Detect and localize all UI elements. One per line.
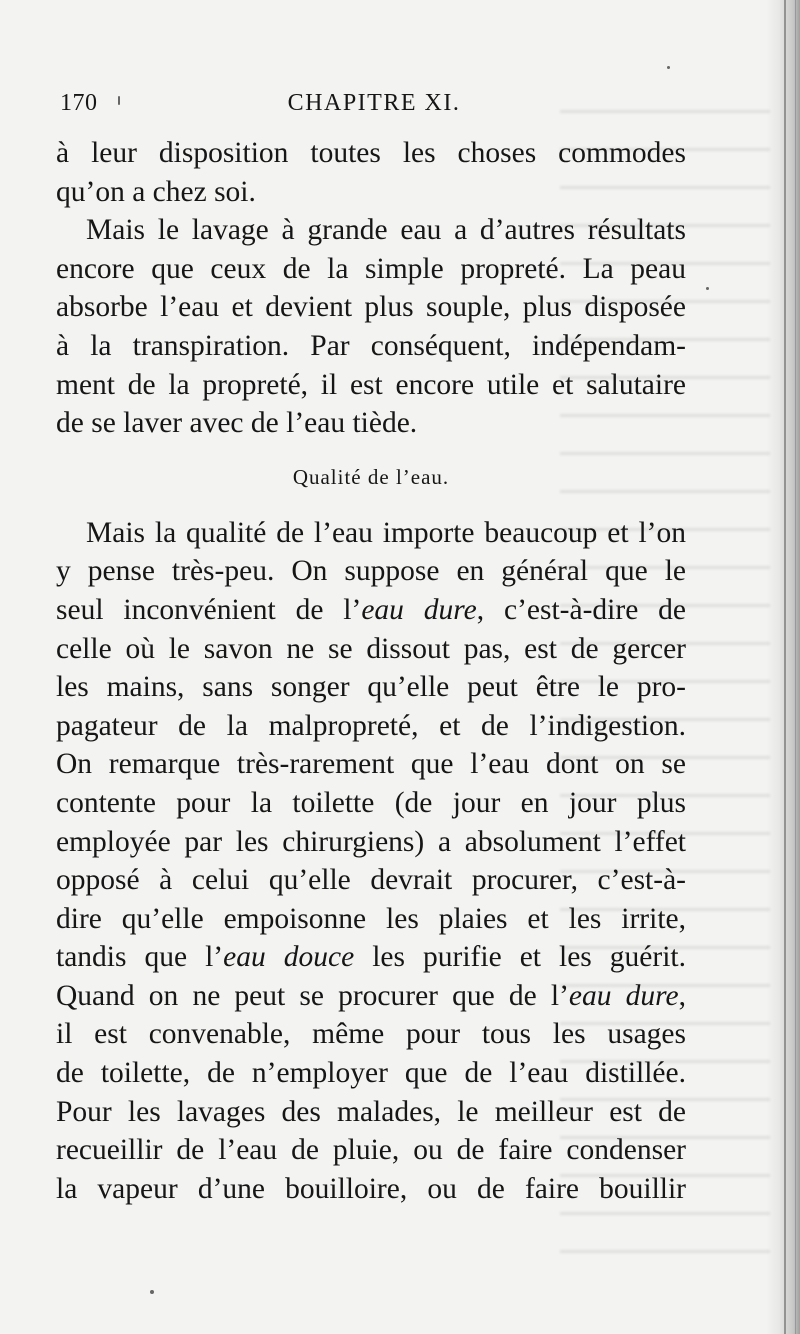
text-line: de toilette, de n’employer que de l’eau distillée.: [56, 1057, 686, 1090]
italic-term: eau douce: [223, 941, 355, 974]
page-body: [56, 134, 686, 1208]
italic-term: eau dure: [568, 979, 679, 1012]
text-line: employée par les chirurgiens) a absolument l’effet: [56, 825, 686, 858]
text-line-with-italic: [56, 591, 686, 630]
text-line: absorbe l’eau et devient plus souple, plus disposée: [56, 291, 686, 324]
paper-speck: [118, 96, 120, 105]
text-line: qu’on a chez soi.: [56, 175, 256, 208]
text-line-with-italic: [56, 938, 686, 977]
paper-speck: [706, 287, 709, 290]
text-line: Mais la qualité de l’eau importe beaucoup et l’on: [86, 516, 686, 549]
text-line: pagateur de la malpropreté, et de l’indigestion.: [56, 709, 686, 742]
text-line: opposé à celui qu’elle devrait procurer, c’est-à-: [56, 864, 686, 897]
text-line: dire qu’elle empoisonne les plaies et les irrite,: [56, 902, 686, 935]
text-line: y pense très-peu. On suppose en général que le: [56, 555, 686, 588]
text-fragment: seul inconvénient de l’: [56, 593, 362, 626]
text-line: Mais le lavage à grande eau a d’autres résultats: [86, 214, 686, 247]
text-line: de se laver avec de l’eau tiède.: [56, 407, 418, 440]
text-line: à la transpiration. Par conséquent, indépendam-: [56, 329, 686, 362]
text-line: recueillir de l’eau de pluie, ou de faire condenser: [56, 1134, 686, 1167]
text-line-with-italic: [56, 977, 686, 1016]
text-line: Pour les lavages des malades, le meilleur est de: [56, 1095, 686, 1128]
paper-speck: [667, 66, 670, 69]
paper-speck: [150, 1290, 154, 1294]
page-edge-line: [784, 0, 786, 1334]
running-head: CHAPITRE XI.: [287, 90, 461, 116]
text-fragment: , c’est-à-dire de: [476, 593, 686, 626]
text-line: encore que ceux de la simple propreté. La peau: [56, 252, 686, 285]
text-line: celle où le savon ne se dissout pas, est de gercer: [56, 632, 686, 665]
text-fragment: les purifie et les guérit.: [354, 941, 686, 974]
text-line: On remarque très-rarement que l’eau dont on se: [56, 748, 686, 781]
page-number: 170: [60, 90, 98, 116]
text-line: contente pour la toilette (de jour en jour plus: [56, 786, 686, 819]
page-edge-line-outer: [795, 0, 796, 1334]
text-fragment: Quand on ne peut se procurer que de l’: [56, 979, 569, 1012]
text-line: les mains, sans songer qu’elle peut être le pro-: [56, 671, 686, 704]
text-line: ment de la propreté, il est encore utile et salutaire: [56, 368, 686, 401]
italic-term: eau dure: [361, 593, 477, 626]
text-line: à leur disposition toutes les choses commodes: [56, 137, 686, 169]
text-line: la vapeur d’une bouilloire, ou de faire bouillir: [56, 1172, 686, 1205]
text-line: il est convenable, même pour tous les usages: [56, 1018, 686, 1051]
section-title: Qualité de l’eau.: [292, 464, 450, 489]
page-header: [60, 90, 688, 124]
text-fragment: ,: [678, 979, 687, 1012]
text-fragment: tandis que l’: [56, 941, 224, 974]
